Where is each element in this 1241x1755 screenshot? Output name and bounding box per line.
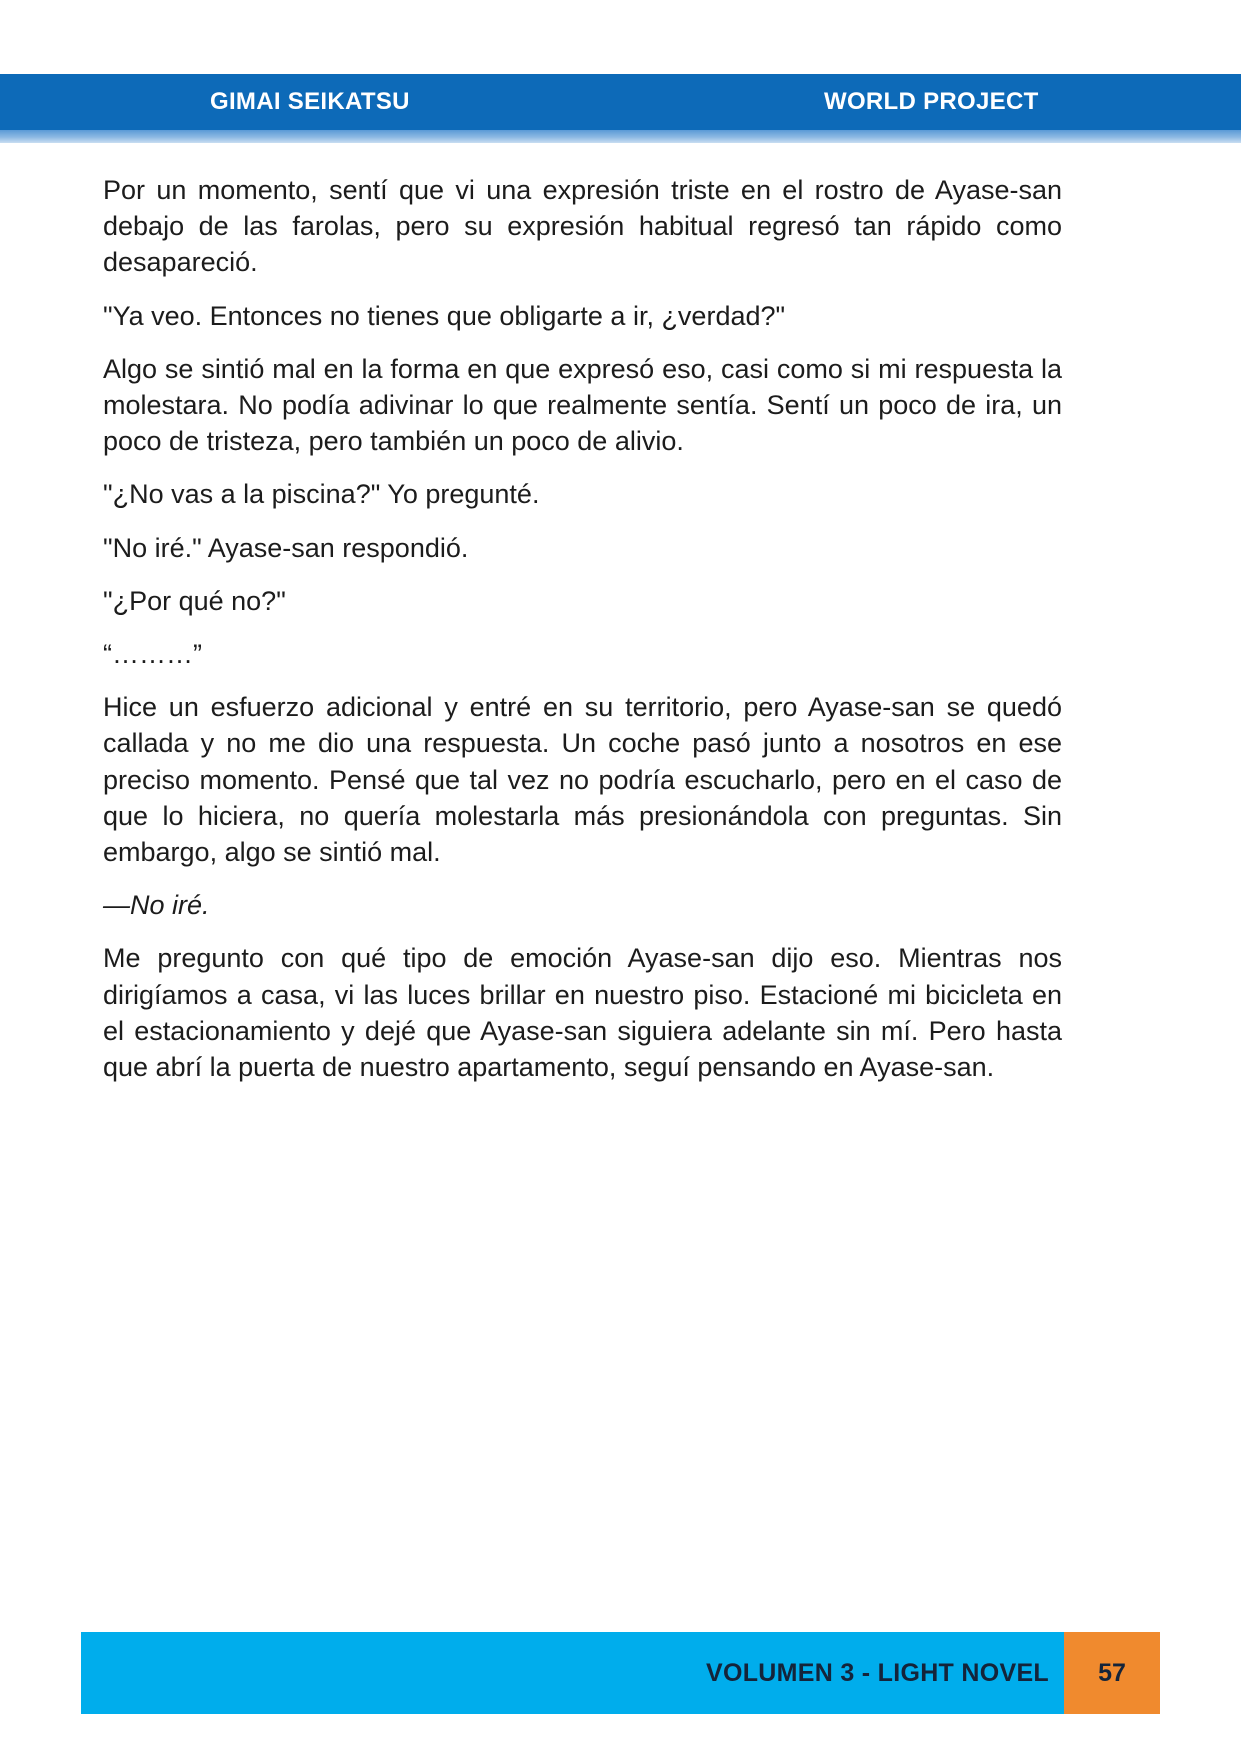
paragraph: "No iré." Ayase-san respondió. xyxy=(103,532,469,563)
page-body xyxy=(103,172,1062,1102)
paragraph: Por un momento, sentí que vi una expresión triste en el rostro de Ayase-san debajo de las farolas, pero su expresión habitual regresó tan rápido como desapareció. xyxy=(103,175,1062,278)
header-series-title: GIMAI SEIKATSU xyxy=(210,88,410,115)
paragraph: Algo se sintió mal en la forma en que expresó eso, casi como si mi respuesta la molestara. No podía adivinar lo que realmente sentía. Sentí un poco de ira, un poco de tristeza, pero también un poco de alivio. xyxy=(103,353,1062,457)
page-number: 57 xyxy=(1064,1632,1160,1714)
paragraph: "Ya veo. Entonces no tienes que obligarte a ir, ¿verdad?" xyxy=(103,300,786,331)
paragraph: "¿No vas a la piscina?" Yo pregunté. xyxy=(103,479,540,510)
paragraph: "¿Por qué no?" xyxy=(103,585,286,616)
footer-volume-label: VOLUMEN 3 - LIGHT NOVEL xyxy=(705,1659,1049,1687)
header-bar xyxy=(0,74,1241,130)
paragraph: Me pregunto con qué tipo de emoción Ayase-san dijo eso. Mientras nos dirigíamos a casa, vi las luces brillar en nuestro piso. Estacioné mi bicicleta en el estacionamiento y dejé que Ayase-san siguiera adelante sin mí. Pero hasta que abrí la puerta de nuestro apartamento, seguí pensando en Ayase-san. xyxy=(103,943,1062,1083)
paragraph: “………” xyxy=(103,639,202,670)
header-underline xyxy=(0,130,1241,143)
paragraph: Hice un esfuerzo adicional y entré en su territorio, pero Ayase-san se quedó callada y no me dio una respuesta. Un coche pasó junto a nosotros en ese preciso momento. Pensé que tal vez no podría escucharlo, pero en el caso de que lo hiciera, no quería molestarla más presionándola con preguntas. Sin embargo, algo se sintió mal. xyxy=(103,692,1062,868)
italic-paragraph: —No iré. xyxy=(103,890,210,921)
header-project-title: WORLD PROJECT xyxy=(824,88,1039,115)
